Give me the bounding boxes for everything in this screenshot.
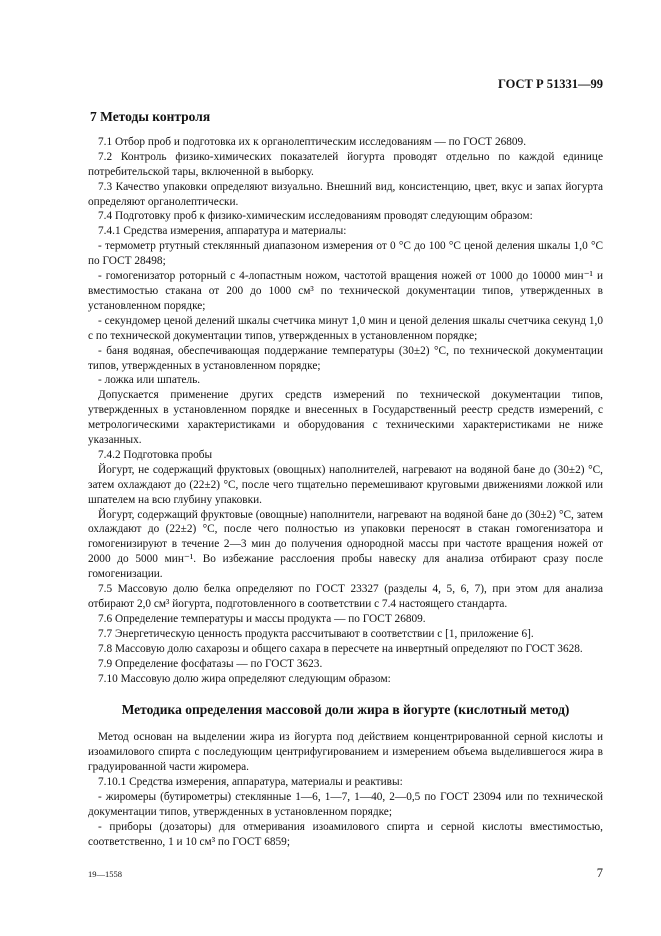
paragraph: 7.10 Массовую долю жира определяют следующим образом:	[98, 672, 391, 685]
page-content	[88, 110, 603, 850]
paragraph: 7.6 Определение температуры и массы продукта — по ГОСТ 26809.	[98, 612, 426, 625]
paragraph: 7.7 Энергетическую ценность продукта рассчитывают в соответствии с [1, приложение 6].	[98, 627, 534, 640]
page-number: 7	[596, 866, 603, 880]
list-item: - приборы (дозаторы) для отмеривания изоамилового спирта и серной кислоты вместимостью, соответственно, 1 и 10 см³ по ГОСТ 6859;	[88, 820, 603, 848]
paragraph: 7.4 Подготовку проб к физико-химическим исследованиям проводят следующим образом:	[98, 210, 533, 223]
paragraph: 7.4.1 Средства измерения, аппаратура и материалы:	[98, 225, 347, 238]
paragraph: 7.1 Отбор проб и подготовка их к органолептическим исследованиям — по ГОСТ 26809.	[98, 135, 527, 148]
paragraph-group-top	[88, 135, 603, 687]
paragraph: 7.5 Массовую долю белка определяют по ГОСТ 23327 (разделы 4, 5, 6, 7), при этом для анализа отбирают 2,0 см³ йогурта, подготовленного в соответствии с 7.4 настоящего стандарта.	[88, 583, 603, 610]
section-title: 7 Методы контроля	[90, 109, 211, 124]
paragraph: 7.3 Качество упаковки определяют визуально. Внешний вид, консистенцию, цвет, вкус и запах йогурта определяют органолептически.	[88, 180, 603, 208]
list-item: - гомогенизатор роторный с 4-лопастным ножом, частотой вращения ножей от 1000 до 10000 мин⁻¹ и вместимостью стакана от 200 до 1000 см³ по технической документации типов, утвержденных в установленном порядке;	[88, 270, 603, 312]
paragraph: 7.8 Массовую долю сахарозы и общего сахара в пересчете на инвертный определяют по ГОСТ 3628.	[98, 642, 583, 655]
paragraph: 7.4.2 Подготовка пробы	[98, 448, 213, 461]
paragraph-group-bottom	[88, 730, 603, 849]
paragraph: Метод основан на выделении жира из йогурта под действием концентрированной серной кислоты и изоамилового спирта с последующим центрифугированием и измерением объема выделившегося жира в градуированной части жиромера.	[88, 731, 603, 774]
method-title: Методика определения массовой доли жира в йогурте (кислотный метод)	[121, 702, 570, 718]
paragraph: 7.9 Определение фосфатазы — по ГОСТ 3623.	[98, 657, 323, 670]
list-item: - термометр ртутный стеклянный диапазоном измерения от 0 °С до 100 °С ценой деления шкалы 1,0 °С по ГОСТ 28498;	[88, 240, 603, 268]
list-item: - баня водяная, обеспечивающая поддержание температуры (30±2) °С, по технической документации типов, утвержденных в установленном порядке;	[88, 344, 603, 372]
paragraph: Йогурт, не содержащий фруктовых (овощных) наполнителей, нагревают на водяной бане до (30±2) °С, затем охлаждают до (22±2) °С, после чего тщательно перемешивают круговыми движениями ложкой или шпателем на всю глубину упаковки.	[88, 463, 603, 506]
list-item: - ложка или шпатель.	[98, 374, 201, 387]
paragraph: Допускается применение других средств измерений по технической документации типов, утвержденных в установленном порядке и внесенных в Государственный реестр средств измерений, с метрологическими характеристиками и оборудования с техническими характеристиками не ниже указанных.	[88, 389, 603, 447]
paragraph: 7.2 Контроль физико-химических показателей йогурта проводят отдельно по каждой единице потребительской тары, включенной в выборку.	[88, 150, 603, 178]
paragraph: 7.10.1 Средства измерения, аппаратура, материалы и реактивы:	[98, 776, 403, 789]
print-code: 19—1558	[88, 869, 122, 879]
standard-code: ГОСТ Р 51331—99	[497, 77, 603, 91]
list-item: - секундомер ценой делений шкалы счетчика минут 1,0 мин и ценой деления шкалы счетчика секунд 1,0 с по технической документации типов, утвержденных в установленном порядке;	[88, 314, 603, 342]
list-item: - жиромеры (бутирометры) стеклянные 1—6, 1—7, 1—40, 2—0,5 по ГОСТ 23094 или по технической документации типов, утвержденных в установленном порядке;	[88, 790, 603, 818]
paragraph: Йогурт, содержащий фруктовые (овощные) наполнители, нагревают на водяной бане до (30±2) °С, затем охлаждают до (22±2) °С, после чего полностью из упаковки переносят в стакан гомогенизатора и гомогенизируют в течение 2—3 мин до получения однородной массы при частоте вращения ножей от 2000 до 5000 мин⁻¹. Во избежание расслоения пробы навеску для анализа отбирают сразу после гомогенизации.	[88, 508, 603, 581]
